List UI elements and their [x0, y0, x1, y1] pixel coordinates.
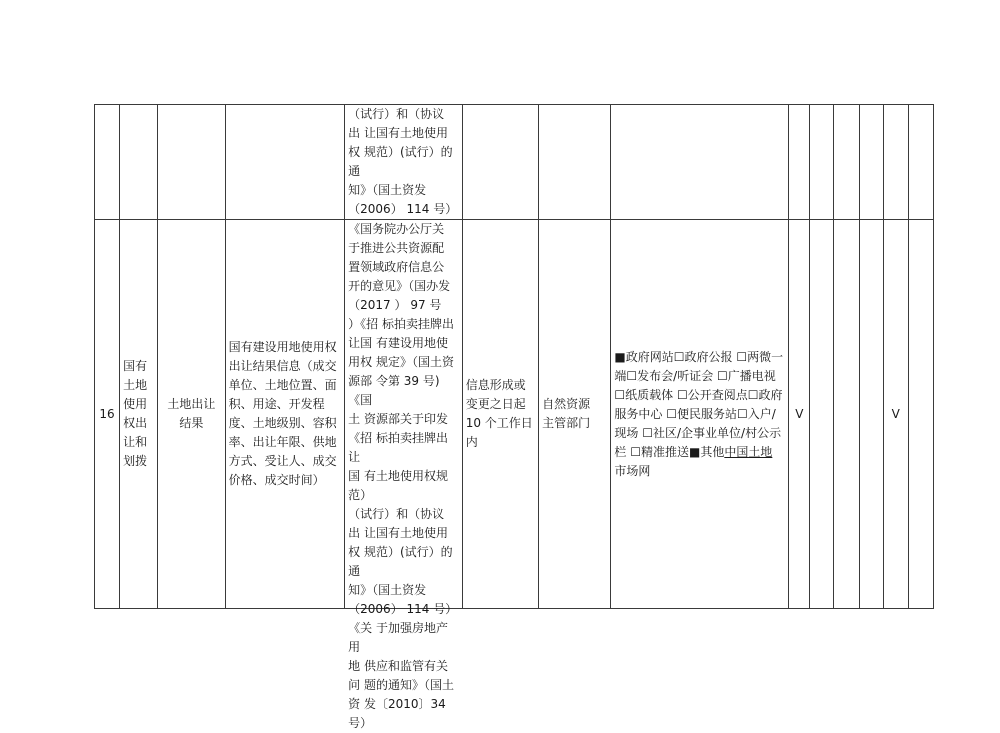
- cell-mark: V: [789, 220, 810, 609]
- cell-content: [225, 105, 345, 220]
- channels-tail: 市场网: [614, 463, 651, 478]
- category-text: 国有 土地 使用 权出 让和 划拨: [123, 359, 148, 468]
- cell-mark: [810, 220, 834, 609]
- disclosure-table: [94, 104, 934, 730]
- cell-time-limit: [462, 220, 538, 609]
- cell-time-limit: [462, 105, 538, 220]
- basis-text: （试行）和（协议 出 让国有土地使用 权 规范）(试行）的通 知》（国土资发 （2006） 114 号）: [348, 107, 458, 216]
- cell-sub-item: [158, 105, 225, 220]
- table-row-continued: [95, 105, 934, 220]
- cell-mark: [859, 105, 883, 220]
- cell-mark: [859, 220, 883, 609]
- channels-link[interactable]: 中国土地: [724, 444, 773, 459]
- cell-mark: V: [883, 220, 908, 609]
- department-text: 自然资源 主管部门: [542, 397, 591, 430]
- content-text: 国有建设用地使用权出让结果信息（成交单位、土地位置、面积、用途、开发程度、土地级别、容积率、出让年限、供地方式、受让人、成交价格、成交时间）: [228, 340, 337, 487]
- cell-basis: [345, 105, 463, 220]
- cell-mark: [789, 105, 810, 220]
- cell-index: 16: [95, 220, 120, 609]
- basis-clip: [348, 220, 459, 730]
- cell-channels: [611, 105, 789, 220]
- cell-category: [120, 105, 158, 220]
- cell-mark: [834, 220, 859, 609]
- cell-index: [95, 105, 120, 220]
- table-row-16: [95, 220, 934, 609]
- cell-sub-item: [158, 220, 225, 609]
- cell-category: [120, 220, 158, 609]
- time-limit-text: 信息形成或变更之日起 10 个工作日内: [465, 378, 533, 449]
- cell-mark: [908, 105, 933, 220]
- cell-department: [539, 105, 611, 220]
- cell-channels: [611, 220, 789, 609]
- cell-mark: [834, 105, 859, 220]
- sub-item-text: 土地出让 结果: [167, 397, 216, 430]
- cell-mark: [908, 220, 933, 609]
- basis-text: 《国务院办公厅关 于推进公共资源配 置领域政府信息公 开的意见》（国办发 （2017 ） 97 号 ）《招 标拍卖挂牌出 让国 有建设用地使 用权 规定》（国土资 源部 令第 39 号)《国 土 资源部关于印发 《招 标拍卖挂牌出让 国 有土地使用权规 范） （试行）和（协议 出 让国有土地使用 权 规范）(试行）的通 知》（国土资发 （2006） 114 号） 《关 于加强房地产用 地 供应和监管有关 问 题的通知》（国土 资 发〔2010〕34 号）: [348, 222, 458, 730]
- channels-text: ■政府网站☐政府公报 ☐两微一端☐发布会/听证会 ☐广播电视☐纸质载体 ☐公开查阅点☐政府服务中心 ☐便民服务站☐入户/现场 ☐社区/企事业单位/村公示栏 ☐精准推送■其他: [614, 349, 784, 459]
- cell-department: [539, 220, 611, 609]
- cell-basis: [345, 220, 463, 730]
- cell-mark: [810, 105, 834, 220]
- cell-content: [225, 220, 345, 609]
- cell-mark: [883, 105, 908, 220]
